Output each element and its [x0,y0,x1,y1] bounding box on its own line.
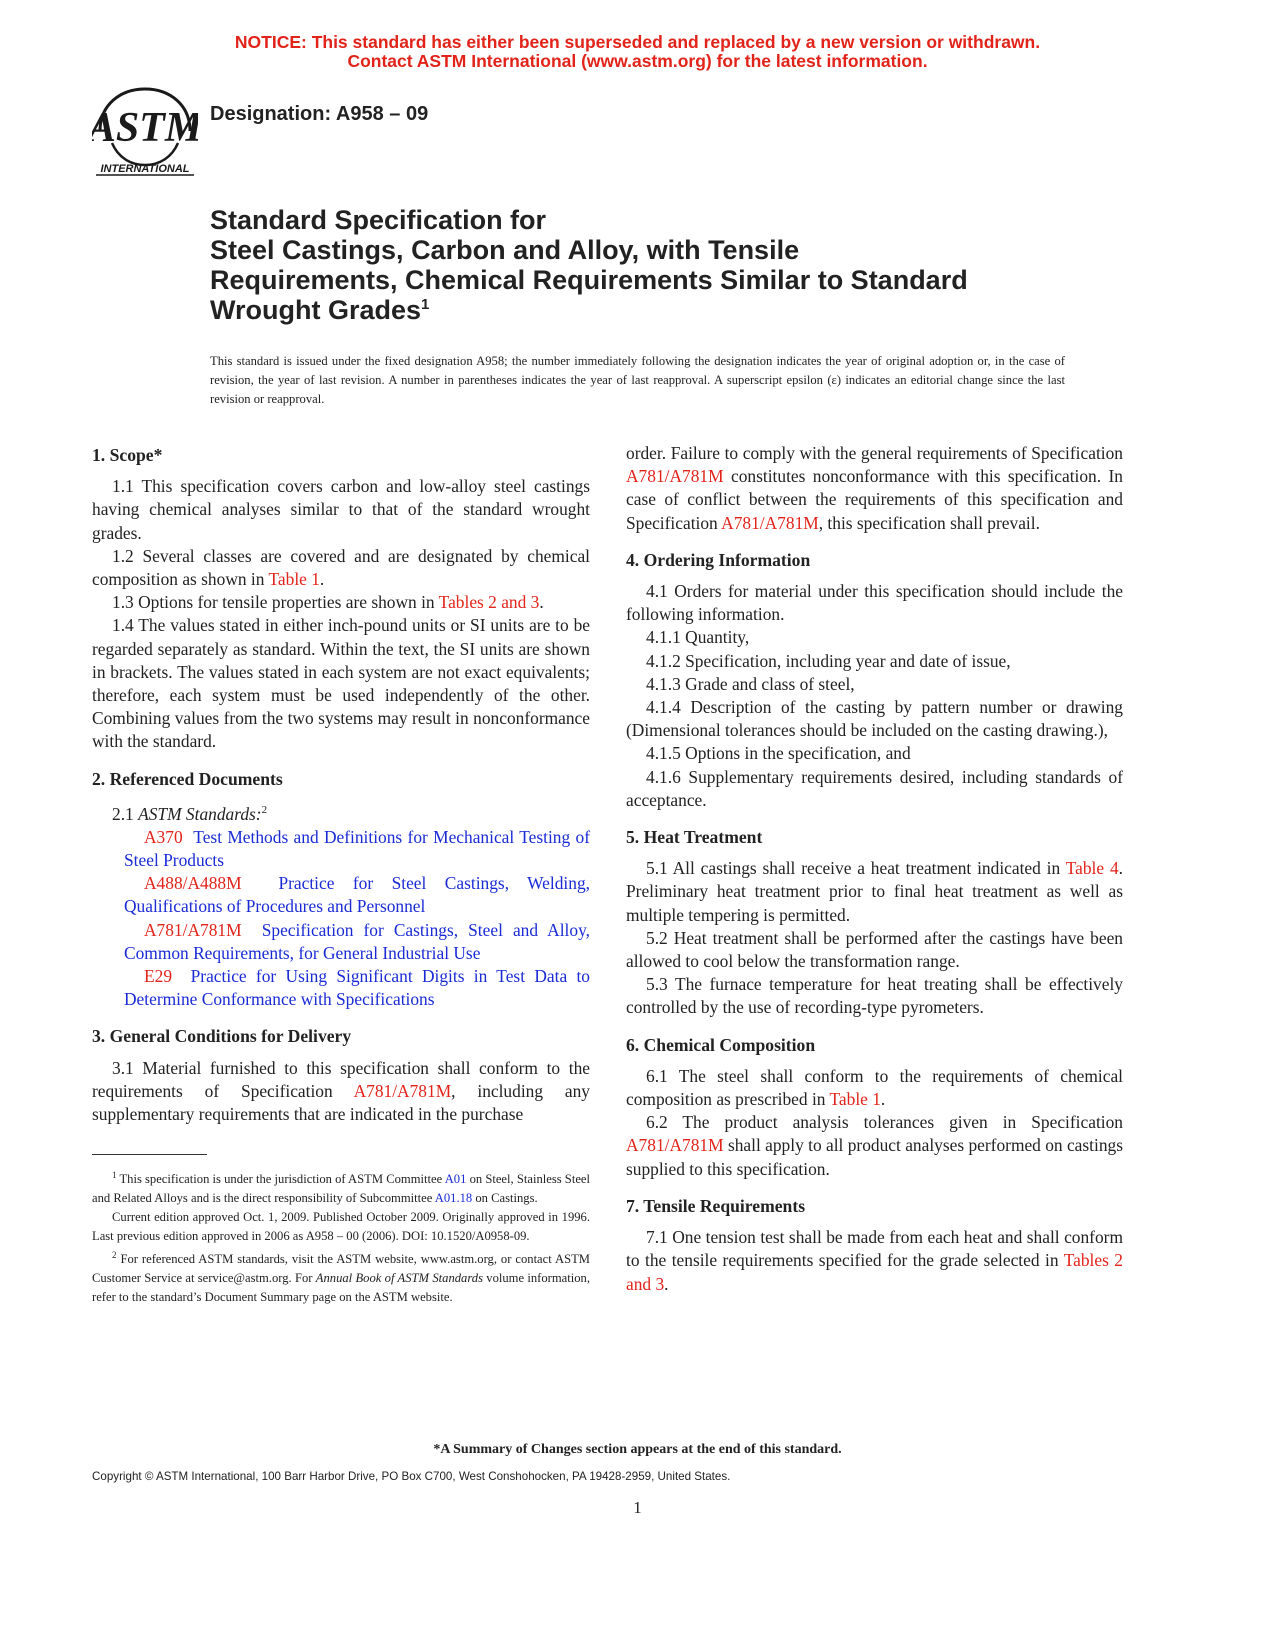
right-column [626,442,1123,1296]
item-4-1-2: 4.1.2 Specification, including year and date of issue, [646,650,1011,671]
page-number: 1 [633,1498,642,1517]
svg-text:ASTM: ASTM [92,105,198,151]
designation: Designation: A958 – 09 [210,103,429,125]
item-4-1-3: 4.1.3 Grade and class of steel, [646,673,855,694]
paragraph-6-1: 6.1 The steel shall conform to the requirements of chemical composition as prescribed in Table 1. [626,1065,1123,1110]
paragraph-5-2: 5.2 Heat treatment shall be performed after the castings have been allowed to cool below the transformation range. [626,927,1123,972]
reference-a488[interactable]: A488/A488M Practice for Steel Castings, Welding, Qualifications of Procedures and Personnel [124,873,590,917]
item-4-1-5: 4.1.5 Options in the specification, and [646,743,911,764]
item-4-1-6: 4.1.6 Supplementary requirements desired, including standards of acceptance. [626,766,1123,810]
footnote-1: $^1$ This specification is under the jurisdiction of ASTM Committee A01 on Steel, Stainless Steel and Related Alloys and is the direct responsibility of Subcommittee A01.18 on Castings. [92,1170,590,1206]
astm-logo-icon [92,85,198,185]
a781-link-3[interactable]: A781/A781M [721,512,819,533]
table-4-link[interactable]: Table 4 [1065,858,1119,879]
paragraph-2-1: 2.1 ASTM Standards:$^2$ [112,803,268,824]
summary-note: *A Summary of Changes section appears at the end of this standard. [433,1442,842,1457]
paragraph-1-1: 1.1 This specification covers carbon and low-alloy steel castings having chemical analyses similar to that of the standard wrought grades. [92,476,590,543]
section-6-heading: 6. Chemical Composition [626,1034,816,1055]
svg-text:INTERNATIONAL: INTERNATIONAL [100,163,190,175]
a781-link[interactable]: A781/A781M [353,1080,452,1101]
reference-a781[interactable]: A781/A781M Specification for Castings, Steel and Alloy, Common Requirements, for General Industrial Use [124,919,590,963]
footnote-1-edition: Current edition approved Oct. 1, 2009. Published October 2009. Originally approved in 1996. Last previous edition approved in 2006 as A958 – 00 (2006). DOI: 10.1520/A0958-09. [92,1210,590,1244]
tables-2-3-link[interactable]: Tables 2 and 3 [438,592,540,613]
a781-link-2[interactable]: A781/A781M [626,466,724,487]
paragraph-1-3: 1.3 Options for tensile properties are shown in Tables 2 and 3. [112,592,544,613]
footnote-divider [92,1154,207,1155]
section-3-heading: 3. General Conditions for Delivery [92,1026,352,1047]
document-title [210,205,1070,325]
section-5-heading: 5. Heat Treatment [626,827,763,848]
title-line-2: Steel Castings, Carbon and Alloy, with Tensile [210,235,800,265]
subcommittee-a0118-link[interactable]: A01.18 [434,1191,473,1206]
issued-statement: This standard is issued under the fixed designation A958; the number immediately following the designation indicates the year of original adoption or, in the case of revision, the year of last revision. A number in parentheses indicates the year of last reapproval. A superscript epsilon (ε) indicates an editorial change since the last revision or reapproval. [210,354,1065,406]
title-line-3: Requirements, Chemical Requirements Similar to Standard [210,265,968,295]
paragraph-5-1: 5.1 All castings shall receive a heat treatment indicated in Table 4. Preliminary heat treatment prior to final heat treatment as well as multiple tempering is permitted. [626,858,1123,925]
section-2-heading: 2. Referenced Documents [92,768,283,789]
table-1-link[interactable]: Table 1 [268,569,320,590]
notice-line-1: NOTICE: This standard has either been superseded and replaced by a new version or withdrawn. [234,32,1041,52]
left-column [92,444,590,1126]
title-footnote-ref[interactable]: 1 [421,296,430,313]
paragraph-6-2: 6.2 The product analysis tolerances given in Specification A781/A781M shall apply to all product analyses performed on castings supplied to this specification. [626,1112,1123,1179]
reference-a370[interactable]: A370 Test Methods and Definitions for Mechanical Testing of Steel Products [124,826,590,871]
footnote-2-ref[interactable]: 2 [261,803,268,816]
paragraph-3-1-cont: order. Failure to comply with the general requirements of Specification A781/A781M constitutes nonconformance with this specification. In case of conflict between the requirements of this specification and Specification A781/A781M, this specification shall prevail. [626,443,1123,533]
item-4-1-1: 4.1.1 Quantity, [646,627,750,648]
paragraph-7-1: 7.1 One tension test shall be made from each heat and shall conform to the tensile requirements specified for the grade selected in Tables 2 and 3. [626,1227,1124,1294]
a781-link-4[interactable]: A781/A781M [626,1135,724,1156]
tables-2-3-link-2[interactable]: Tables 2 and 3 [626,1250,1124,1294]
section-4-heading: 4. Ordering Information [626,549,811,570]
footnotes [92,1166,590,1307]
footnote-2: $^2$ For referenced ASTM standards, visit the ASTM website, www.astm.org, or contact ASTM Customer Service at service@astm.org. For Annual Book of ASTM Standards volume information, refer to the standard’s Document Summary page on the ASTM website. [92,1250,590,1305]
table-1-link-2[interactable]: Table 1 [829,1089,881,1110]
copyright: Copyright © ASTM International, 100 Barr Harbor Drive, PO Box C700, West Conshohocken, PA 19428-2959, United States. [92,1470,731,1483]
paragraph-3-1-start: 3.1 Material furnished to this specification shall conform to the requirements of Specification A781/A781M, including any supplementary requirements that are indicated in the purchase [92,1057,590,1125]
paragraph-1-4: 1.4 The values stated in either inch-pound units or SI units are to be regarded separately as standard. Within the text, the SI units are shown in brackets. The values stated in each system are not exact equivalents; therefore, each system must be used independently of the other. Combining values from the two systems may result in nonconformance with the standard. [92,615,590,752]
reference-e29[interactable]: E29 Practice for Using Significant Digits in Test Data to Determine Conformance with Specifications [124,966,590,1010]
title-line-1: Standard Specification for [210,205,547,235]
paragraph-4-1: 4.1 Orders for material under this specification should include the following information. [626,581,1123,625]
committee-a01-link[interactable]: A01 [444,1172,467,1187]
section-7-heading: 7. Tensile Requirements [626,1195,806,1216]
notice-banner [0,33,1275,71]
notice-line-2: Contact ASTM International (www.astm.org) for the latest information. [347,51,928,71]
paragraph-5-3: 5.3 The furnace temperature for heat treating shall be effectively controlled by the use of recording-type pyrometers. [626,974,1123,1018]
title-line-4: Wrought Grades [210,295,422,325]
section-1-heading: 1. Scope* [92,445,163,465]
item-4-1-4: 4.1.4 Description of the casting by pattern number or drawing (Dimensional tolerances should be included on the casting drawing.), [626,697,1123,741]
paragraph-1-2: 1.2 Several classes are covered and are designated by chemical composition as shown in Table 1. [92,545,590,590]
